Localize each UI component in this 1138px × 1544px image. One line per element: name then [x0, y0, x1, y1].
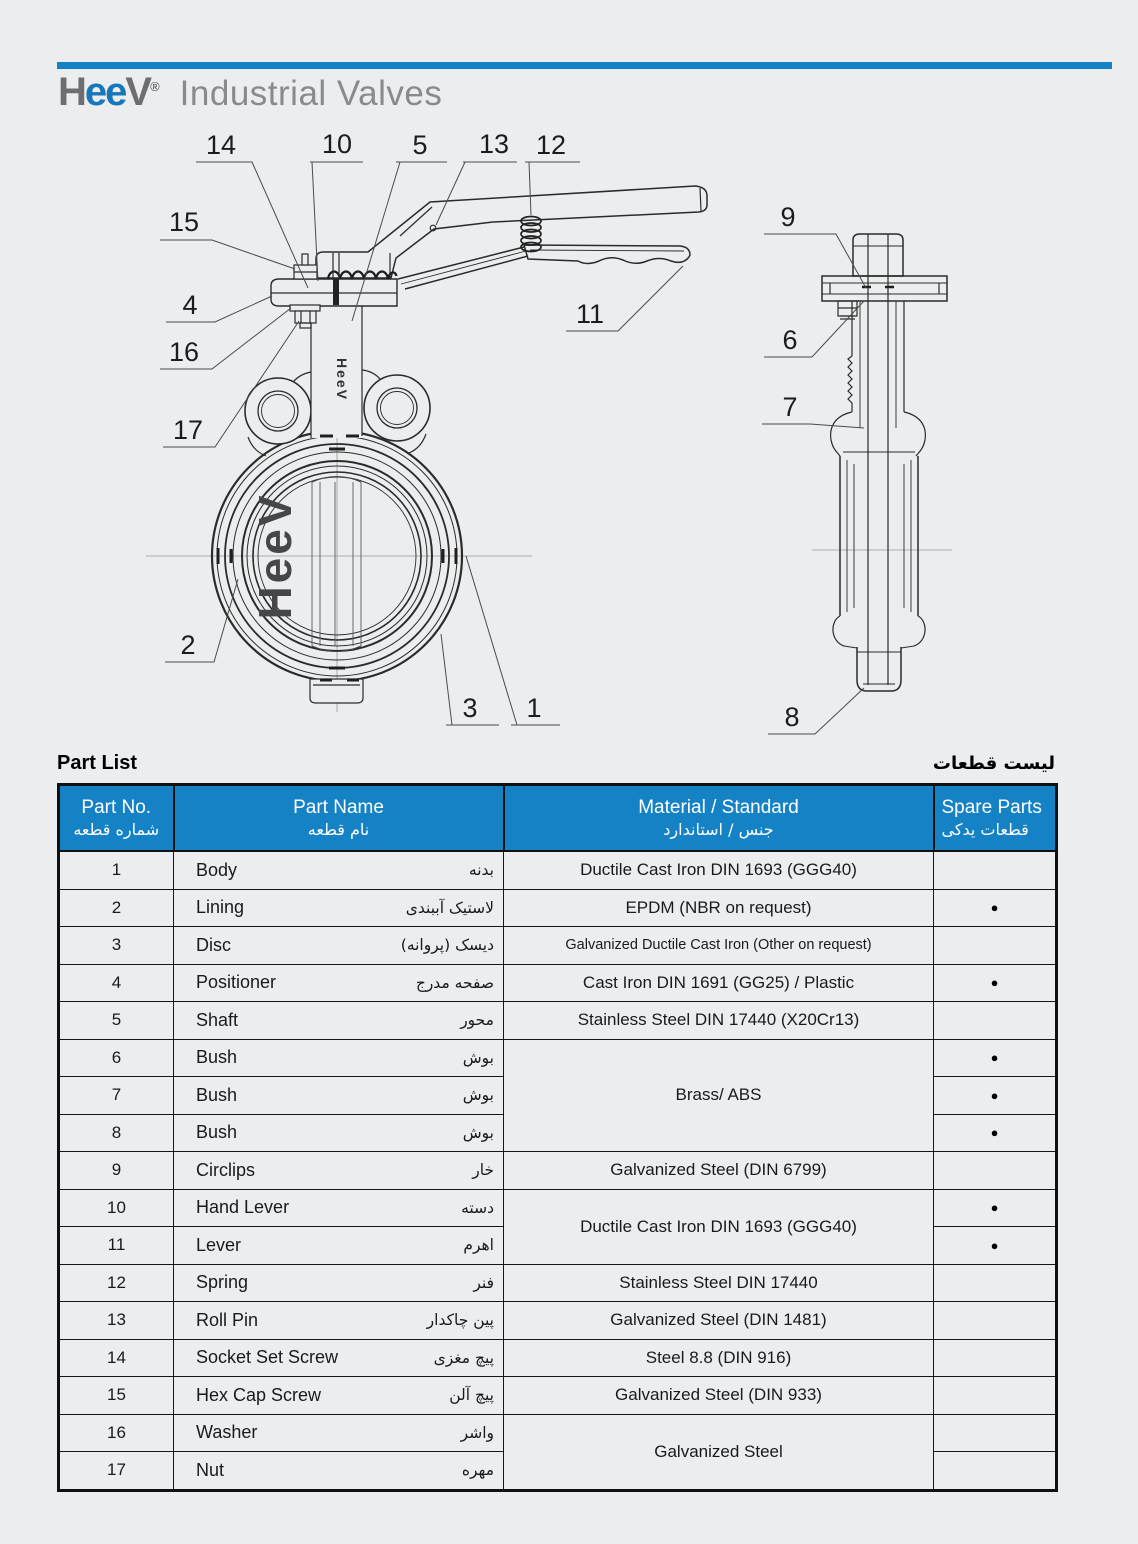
part-no: 6: [59, 1039, 174, 1077]
spare-part-dot: ●: [934, 1227, 1057, 1265]
spare-part-dot: [934, 1264, 1057, 1302]
upper-stem: [848, 301, 904, 428]
callout-1: 1: [526, 693, 542, 723]
callout-6: 6: [782, 325, 798, 355]
part-material-merged: Brass/ ABS: [504, 1039, 934, 1152]
table-row: [59, 964, 1057, 1002]
part-material-merged: Galvanized Steel: [504, 1414, 934, 1490]
table-row: [59, 1339, 1057, 1377]
part-no: 17: [59, 1452, 174, 1491]
spare-part-dot: ●: [934, 1077, 1057, 1115]
part-no: 9: [59, 1152, 174, 1190]
part-name: Shaft محور: [174, 1002, 504, 1040]
table-row: [59, 889, 1057, 927]
col-header-spare-parts: Spare Parts قطعات یدکی: [934, 785, 1057, 852]
socket-set-screw: [302, 254, 308, 265]
spare-part-dot: [934, 1339, 1057, 1377]
part-list-title-fa: لیست قطعات: [932, 753, 1055, 774]
part-no: 16: [59, 1414, 174, 1452]
part-name: Bush بوش: [174, 1114, 504, 1152]
part-name: Hex Cap Screw پیچ آلن: [174, 1377, 504, 1415]
spare-part-dot: [934, 1302, 1057, 1340]
logo-letter: H: [58, 70, 85, 114]
logo-letter: V: [125, 70, 151, 114]
part-name: Lever اهرم: [174, 1227, 504, 1265]
side-view: [812, 234, 952, 691]
part-material: Galvanized Steel (DIN 933): [504, 1377, 934, 1415]
part-list-title-en: Part List: [57, 752, 138, 774]
hex-cap-screw: [294, 265, 317, 279]
callout-13: 13: [478, 129, 510, 159]
part-no: 10: [59, 1189, 174, 1227]
callout-3: 3: [462, 693, 478, 723]
shaft-cap: [853, 234, 903, 276]
callout-4: 4: [182, 290, 198, 320]
valve-hub-section: [831, 412, 926, 616]
spare-part-dot: [934, 927, 1057, 965]
part-no: 5: [59, 1002, 174, 1040]
part-no: 2: [59, 889, 174, 927]
part-no: 15: [59, 1377, 174, 1415]
part-material: Stainless Steel DIN 17440 (X20Cr13): [504, 1002, 934, 1040]
spare-part-dot: ●: [934, 889, 1057, 927]
bottom-boss: [310, 679, 363, 703]
callout-9: 9: [780, 202, 796, 232]
parts-table: [57, 783, 1058, 1492]
valve-technical-drawing: [0, 0, 1138, 760]
mounting-ear-right: [364, 375, 430, 441]
callout-17: 17: [172, 415, 204, 445]
callout-leader-lines: [160, 162, 866, 734]
hand-lever: [316, 186, 707, 278]
part-name: Lining لاستیک آببندی: [174, 889, 504, 927]
flange-nut: [838, 301, 857, 319]
table-header-row: [59, 785, 1057, 852]
spare-part-dot: [934, 1452, 1057, 1491]
table-row: [59, 1189, 1057, 1227]
part-material: Galvanized Ductile Cast Iron (Other on request): [504, 927, 934, 965]
part-name: Socket Set Screw پیچ مغزی: [174, 1339, 504, 1377]
part-name: Bush بوش: [174, 1077, 504, 1115]
page-title: Industrial Valves: [179, 74, 443, 113]
part-list-section: [57, 752, 1055, 1492]
callout-14: 14: [205, 130, 237, 160]
callout-2: 2: [180, 630, 196, 660]
part-material: Cast Iron DIN 1691 (GG25) / Plastic: [504, 964, 934, 1002]
part-name: Bush بوش: [174, 1039, 504, 1077]
bottom-hub-section: [833, 616, 925, 691]
table-row: [59, 1377, 1057, 1415]
part-material: Galvanized Steel (DIN 6799): [504, 1152, 934, 1190]
table-row: [59, 1414, 1057, 1452]
part-no: 12: [59, 1264, 174, 1302]
table-row: [59, 851, 1057, 889]
spare-part-dot: ●: [934, 1039, 1057, 1077]
part-name: Roll Pin پین چاکدار: [174, 1302, 504, 1340]
part-no: 14: [59, 1339, 174, 1377]
trigger-lever: [398, 245, 690, 289]
part-material: Stainless Steel DIN 17440: [504, 1264, 934, 1302]
part-name: Washer واشر: [174, 1414, 504, 1452]
disc-shaft-lines: [312, 477, 361, 652]
callout-15: 15: [168, 207, 200, 237]
part-name: Hand Lever دسته: [174, 1189, 504, 1227]
washer: [290, 305, 320, 311]
part-list-titles: [57, 752, 1055, 783]
part-material: Steel 8.8 (DIN 916): [504, 1339, 934, 1377]
table-row: [59, 1039, 1057, 1077]
spare-part-dot: [934, 1414, 1057, 1452]
part-name: Body بدنه: [174, 851, 504, 889]
part-no: 11: [59, 1227, 174, 1265]
part-name: Positioner صفحه مدرج: [174, 964, 504, 1002]
spare-part-dot: [934, 1002, 1057, 1040]
part-name: Nut مهره: [174, 1452, 504, 1491]
part-no: 1: [59, 851, 174, 889]
callout-11: 11: [575, 299, 605, 329]
callout-8: 8: [784, 702, 800, 732]
spare-part-dot: ●: [934, 1189, 1057, 1227]
table-row: [59, 1302, 1057, 1340]
table-row: [59, 927, 1057, 965]
disc-brand-text: HeeV: [249, 492, 301, 620]
part-no: 8: [59, 1114, 174, 1152]
top-flange: [822, 276, 947, 301]
table-row: [59, 1264, 1057, 1302]
front-view: [146, 186, 707, 712]
registered-mark: ®: [150, 79, 160, 94]
col-header-material: Material / Standard جنس / استاندارد: [504, 785, 934, 852]
spare-part-dot: ●: [934, 1114, 1057, 1152]
part-material: Galvanized Steel (DIN 1481): [504, 1302, 934, 1340]
part-no: 7: [59, 1077, 174, 1115]
col-header-part-no: Part No. شماره قطعه: [59, 785, 174, 852]
callout-5: 5: [412, 130, 428, 160]
spare-part-dot: ●: [934, 964, 1057, 1002]
table-row: [59, 1002, 1057, 1040]
part-name: Circlips خار: [174, 1152, 504, 1190]
callout-7: 7: [782, 392, 798, 422]
part-material: EPDM (NBR on request): [504, 889, 934, 927]
table-row: [59, 1152, 1057, 1190]
neck-brand-text: HeeV: [334, 358, 350, 402]
callout-12: 12: [535, 130, 567, 160]
spare-part-dot: [934, 851, 1057, 889]
part-name: Spring فنر: [174, 1264, 504, 1302]
spare-part-dot: [934, 1377, 1057, 1415]
callout-16: 16: [168, 337, 200, 367]
callout-10: 10: [321, 129, 353, 159]
part-no: 4: [59, 964, 174, 1002]
part-material-merged: Ductile Cast Iron DIN 1693 (GGG40): [504, 1189, 934, 1264]
part-no: 3: [59, 927, 174, 965]
part-material: Ductile Cast Iron DIN 1693 (GGG40): [504, 851, 934, 889]
part-no: 13: [59, 1302, 174, 1340]
spare-part-dot: [934, 1152, 1057, 1190]
col-header-part-name: Part Name نام قطعه: [174, 785, 504, 852]
logo-letters-accent: ee: [84, 70, 126, 114]
part-name: Disc دیسک (پروانه): [174, 927, 504, 965]
